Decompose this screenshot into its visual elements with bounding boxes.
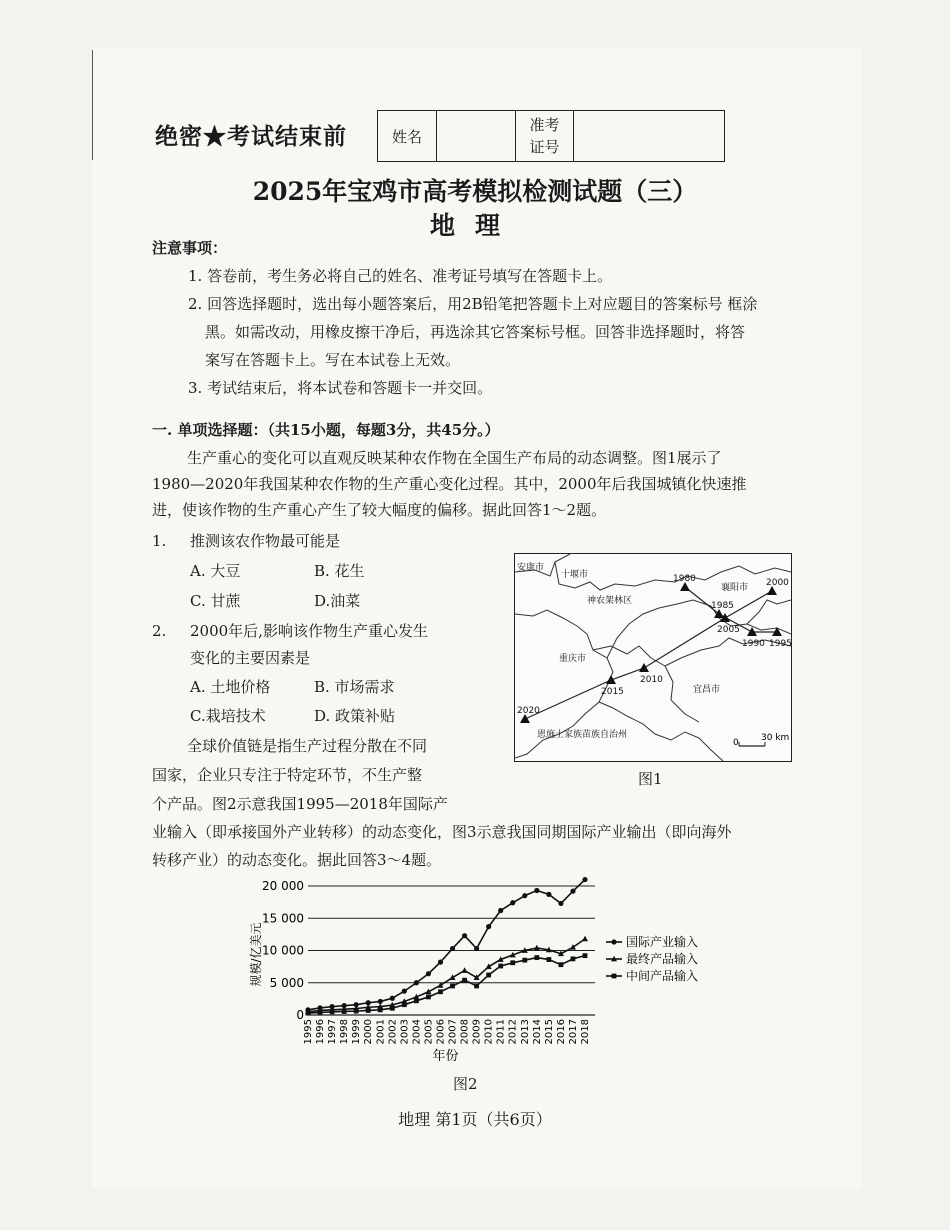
chart-xtick-label: 2000 bbox=[363, 1019, 375, 1045]
chart-point bbox=[522, 958, 527, 963]
chart-point bbox=[498, 964, 503, 969]
figure1-caption: 图1 bbox=[638, 770, 663, 788]
map-svg bbox=[515, 554, 791, 761]
legend-label: 最终产品输入 bbox=[626, 952, 699, 966]
chart-series-line bbox=[308, 939, 585, 1012]
chart-point bbox=[342, 1009, 347, 1014]
chart-point bbox=[426, 971, 431, 976]
intro2-line: 业输入（即承接国外产业转移）的动态变化，图3示意我国同期国际产业输出（即向海外 bbox=[152, 823, 732, 841]
q1-option-c: C. 甘蔗 bbox=[190, 592, 241, 610]
chart-ytick-label: 10 000 bbox=[262, 943, 304, 958]
chart-xtick-label: 2005 bbox=[423, 1019, 435, 1045]
chart-ytick-label: 20 000 bbox=[262, 879, 304, 893]
chart-point bbox=[510, 960, 515, 965]
chart-point bbox=[570, 889, 575, 894]
chart-ytick-label: 5 000 bbox=[269, 975, 304, 990]
chart-point bbox=[378, 999, 383, 1004]
chart-point bbox=[462, 978, 467, 983]
chart-point bbox=[522, 893, 527, 898]
chart-point bbox=[474, 984, 479, 989]
intro2-line: 转移产业）的动态变化。据此回答3～4题。 bbox=[152, 851, 442, 869]
chart-xlabel: 年份 bbox=[432, 1049, 459, 1064]
chart-xtick-label: 2017 bbox=[567, 1019, 579, 1045]
chart-xtick-label: 2013 bbox=[519, 1019, 531, 1045]
page-footer: 地理 第1页（共6页） bbox=[398, 1110, 552, 1129]
map-label-ankang: 安康市 bbox=[517, 563, 545, 573]
chart-point bbox=[306, 1011, 311, 1016]
scale-label: 30 km bbox=[761, 733, 790, 743]
intro-line: 生产重心的变化可以直观反映某种农作物在全国生产布局的动态调整。图1展示了 bbox=[187, 449, 722, 467]
figure2-chart bbox=[240, 872, 740, 1072]
map-label-xiangyang: 襄阳市 bbox=[721, 583, 749, 593]
chart-xtick-label: 1997 bbox=[327, 1019, 339, 1045]
note-item: 2. 回答选择题时，选出每小题答案后，用2B铅笔把答题卡上对应题目的答案标号 框涂 bbox=[188, 295, 758, 313]
centroid-marker bbox=[606, 675, 616, 684]
centroid-year-label: 2005 bbox=[717, 625, 740, 635]
chart-point bbox=[462, 967, 468, 973]
chart-ytick-label: 15 000 bbox=[262, 911, 304, 926]
chart-point bbox=[582, 877, 587, 882]
section-heading: 一. 单项选择题：（共15小题，每题3分，共45分。） bbox=[152, 421, 500, 439]
chart-point bbox=[474, 946, 479, 951]
legend-marker bbox=[611, 939, 616, 944]
chart-xtick-label: 2004 bbox=[411, 1019, 423, 1045]
chart-point bbox=[559, 962, 564, 967]
chart-xtick-label: 2003 bbox=[399, 1019, 411, 1045]
chart-xtick-label: 2018 bbox=[580, 1019, 591, 1045]
chart-point bbox=[582, 936, 588, 942]
chart-xtick-label: 2014 bbox=[531, 1019, 543, 1045]
intro-line: 1980—2020年我国某种农作物的生产重心变化过程。其中，2000年后我国城镇化快速推 bbox=[152, 475, 747, 493]
chart-point bbox=[402, 1002, 407, 1007]
exam-id-field[interactable] bbox=[574, 111, 725, 162]
secret-label: 绝密★考试结束前 bbox=[155, 123, 347, 150]
note-item: 案写在答题卡上。写在本试卷上无效。 bbox=[205, 351, 461, 369]
chart-xtick-label: 1996 bbox=[315, 1019, 327, 1045]
chart-xtick-label: 2011 bbox=[495, 1019, 507, 1045]
chart-xtick-label: 2002 bbox=[387, 1019, 399, 1045]
chart-xtick-label: 2010 bbox=[483, 1019, 495, 1045]
chart-point bbox=[450, 946, 455, 951]
notes-heading: 注意事项： bbox=[152, 239, 228, 257]
intro2-line: 国家，企业只专注于特定环节，不生产整 bbox=[152, 766, 423, 784]
legend-marker bbox=[612, 974, 617, 979]
chart-point bbox=[378, 1007, 383, 1012]
q1-text: 推测该农作物最可能是 bbox=[190, 532, 341, 550]
note-item: 黑。如需改动，用橡皮擦干净后，再选涂其它答案标号框。回答非选择题时，将答 bbox=[205, 323, 746, 341]
intro2-line: 个产品。图2示意我国1995—2018年国际产 bbox=[152, 795, 448, 813]
chart-xtick-label: 2009 bbox=[471, 1019, 483, 1045]
map-label-shennongjia: 神农架林区 bbox=[587, 596, 633, 606]
chart-point bbox=[583, 953, 588, 958]
q1-option-d: D.油菜 bbox=[314, 592, 361, 610]
centroid-year-label: 2000 bbox=[766, 578, 789, 588]
chart-point bbox=[414, 998, 419, 1003]
chart-xtick-label: 2012 bbox=[507, 1019, 519, 1045]
chart-xtick-label: 1999 bbox=[351, 1019, 363, 1045]
legend-label: 国际产业输入 bbox=[626, 935, 699, 949]
margin-line bbox=[92, 50, 93, 160]
centroid-year-label: 1985 bbox=[711, 601, 734, 611]
centroid-year-label: 2015 bbox=[601, 687, 624, 697]
chart-point bbox=[546, 957, 551, 962]
q1-option-b: B. 花生 bbox=[314, 562, 365, 580]
chart-point bbox=[450, 984, 455, 989]
note-item: 1. 答卷前，考生务必将自己的姓名、准考证号填写在答题卡上。 bbox=[188, 267, 613, 285]
q2-option-a: A. 土地价格 bbox=[190, 678, 271, 696]
chart-point bbox=[414, 980, 419, 985]
centroid-year-label: 1980 bbox=[673, 574, 696, 584]
chart-xtick-label: 2001 bbox=[375, 1019, 387, 1045]
scale-bar bbox=[733, 733, 789, 748]
q2-option-b: B. 市场需求 bbox=[314, 678, 395, 696]
map-label-shiyan: 十堰市 bbox=[561, 570, 589, 580]
candidate-info-box bbox=[377, 110, 725, 162]
centroid-year-label: 1995 bbox=[769, 639, 791, 649]
name-label: 姓名 bbox=[378, 111, 437, 162]
chart-xtick-label: 2016 bbox=[555, 1019, 567, 1045]
map-label-yichang: 宜昌市 bbox=[693, 685, 721, 695]
q2-text-line2: 变化的主要因素是 bbox=[190, 649, 311, 667]
chart-point bbox=[498, 908, 503, 913]
q2-text: 2000年后,影响该作物生产重心发生 bbox=[190, 622, 428, 640]
chart-xtick-label: 2008 bbox=[459, 1019, 471, 1045]
chart-point bbox=[510, 900, 515, 905]
chart-point bbox=[534, 955, 539, 960]
chart-point bbox=[486, 924, 491, 929]
centroid-year-label: 1990 bbox=[742, 639, 765, 649]
chart-point bbox=[571, 956, 576, 961]
chart-xtick-label: 2007 bbox=[447, 1019, 459, 1045]
exam-id-label-line1: 准考 bbox=[529, 116, 560, 134]
intro-line: 进，使该作物的生产重心产生了较大幅度的偏移。据此回答1～2题。 bbox=[152, 501, 607, 519]
chart-point bbox=[390, 996, 395, 1001]
chart-point bbox=[486, 973, 491, 978]
chart-point bbox=[534, 888, 539, 893]
scale-zero: 0 bbox=[733, 738, 739, 748]
figure1-map bbox=[514, 553, 792, 762]
exam-id-label-line2: 证号 bbox=[529, 138, 560, 156]
chart-ylabel: 规模/亿美元 bbox=[249, 922, 263, 987]
q2-option-c: C.栽培技术 bbox=[190, 707, 266, 725]
chart-point bbox=[438, 960, 443, 965]
chart-point bbox=[546, 892, 551, 897]
subject-title: 地理 bbox=[429, 211, 520, 240]
intro2-line: 全球价值链是指生产过程分散在不同 bbox=[187, 737, 428, 755]
chart-xtick-label: 1998 bbox=[339, 1019, 351, 1045]
chart-xtick-label: 2015 bbox=[543, 1019, 555, 1045]
chart-xtick-label: 1995 bbox=[303, 1019, 314, 1045]
centroid-year-label: 2010 bbox=[640, 675, 663, 685]
chart-point bbox=[438, 989, 443, 994]
centroid-year-label: 2020 bbox=[517, 706, 540, 716]
q1-option-a: A. 大豆 bbox=[190, 562, 241, 580]
chart-point bbox=[402, 989, 407, 994]
chart-point bbox=[354, 1009, 359, 1014]
chart-series-line bbox=[308, 880, 585, 1010]
centroid-marker bbox=[639, 663, 649, 672]
chart-point bbox=[330, 1009, 335, 1014]
chart-xtick-label: 2006 bbox=[435, 1019, 447, 1045]
q2-number: 2. bbox=[152, 622, 167, 640]
exam-title: 2025年宝鸡市高考模拟检测试题（三） bbox=[252, 177, 698, 206]
map-label-chongqing: 重庆市 bbox=[559, 654, 587, 664]
note-item: 3. 考试结束后，将本试卷和答题卡一并交回。 bbox=[188, 379, 493, 397]
figure2-caption: 图2 bbox=[453, 1075, 478, 1093]
q2-option-d: D. 政策补贴 bbox=[314, 707, 396, 725]
chart-point bbox=[558, 901, 563, 906]
chart-point bbox=[390, 1006, 395, 1011]
chart-point bbox=[462, 933, 467, 938]
q1-number: 1. bbox=[152, 532, 167, 550]
chart-point bbox=[426, 995, 431, 1000]
name-field[interactable] bbox=[437, 111, 516, 162]
chart-point bbox=[366, 1008, 371, 1013]
map-label-enshi: 恩施土家族苗族自治州 bbox=[537, 730, 628, 740]
legend-label: 中间产品输入 bbox=[626, 969, 699, 983]
chart-ytick-label: 0 bbox=[296, 1008, 304, 1022]
chart-point bbox=[318, 1010, 323, 1015]
exam-id-label bbox=[516, 111, 574, 162]
